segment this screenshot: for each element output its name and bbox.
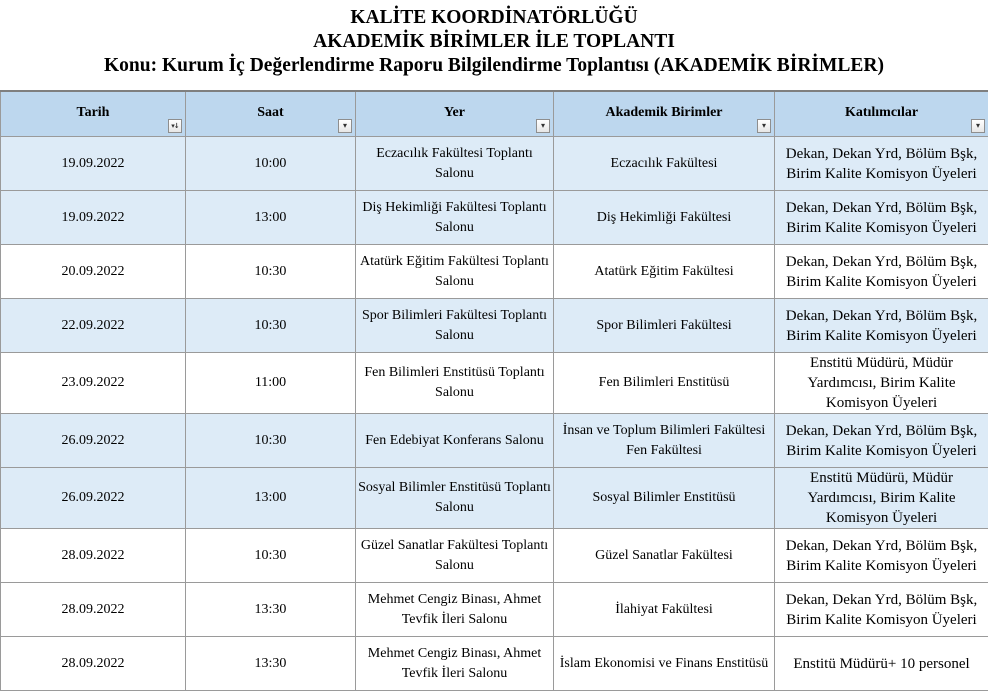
- title-coordinatorship: KALİTE KOORDİNATÖRLÜĞÜ: [0, 6, 988, 30]
- header-row: [1, 91, 988, 137]
- cell-date[interactable]: 28.09.2022: [1, 583, 186, 637]
- meeting-schedule-table: [0, 90, 988, 691]
- column-header-label: Akademik Birimler: [605, 105, 722, 120]
- cell-date[interactable]: 20.09.2022: [1, 245, 186, 299]
- cell-unit[interactable]: Fen Bilimleri Enstitüsü: [554, 353, 775, 414]
- cell-unit[interactable]: Eczacılık Fakültesi: [554, 137, 775, 191]
- cell-time[interactable]: 10:00: [186, 137, 356, 191]
- cell-place[interactable]: Spor Bilimleri Fakültesi Toplantı Salonu: [356, 299, 554, 353]
- cell-time[interactable]: 11:00: [186, 353, 356, 414]
- table-row: [1, 414, 988, 468]
- table-row: [1, 583, 988, 637]
- cell-date[interactable]: 26.09.2022: [1, 414, 186, 468]
- cell-participants[interactable]: Dekan, Dekan Yrd, Bölüm Bşk, Birim Kalite Komisyon Üyeleri: [775, 245, 988, 299]
- cell-unit[interactable]: Sosyal Bilimler Enstitüsü: [554, 468, 775, 529]
- column-header-date: [1, 91, 186, 137]
- cell-place[interactable]: Fen Bilimleri Enstitüsü Toplantı Salonu: [356, 353, 554, 414]
- cell-participants[interactable]: Dekan, Dekan Yrd, Bölüm Bşk, Birim Kalite Komisyon Üyeleri: [775, 529, 988, 583]
- cell-participants[interactable]: Dekan, Dekan Yrd, Bölüm Bşk, Birim Kalite Komisyon Üyeleri: [775, 191, 988, 245]
- cell-time[interactable]: 10:30: [186, 414, 356, 468]
- cell-participants[interactable]: Dekan, Dekan Yrd, Bölüm Bşk, Birim Kalite Komisyon Üyeleri: [775, 299, 988, 353]
- cell-time[interactable]: 13:30: [186, 637, 356, 691]
- cell-participants[interactable]: Enstitü Müdürü, Müdür Yardımcısı, Birim Kalite Komisyon Üyeleri: [775, 353, 988, 414]
- cell-time[interactable]: 10:30: [186, 299, 356, 353]
- cell-place[interactable]: Mehmet Cengiz Binası, Ahmet Tevfik İleri Salonu: [356, 583, 554, 637]
- cell-time[interactable]: 13:00: [186, 191, 356, 245]
- filter-dropdown-icon[interactable]: ▾: [971, 119, 985, 133]
- cell-unit[interactable]: Güzel Sanatlar Fakültesi: [554, 529, 775, 583]
- column-header-label: Katılımcılar: [845, 105, 918, 120]
- cell-participants[interactable]: Dekan, Dekan Yrd, Bölüm Bşk, Birim Kalite Komisyon Üyeleri: [775, 137, 988, 191]
- cell-time[interactable]: 10:30: [186, 245, 356, 299]
- cell-place[interactable]: Diş Hekimliği Fakültesi Toplantı Salonu: [356, 191, 554, 245]
- cell-date[interactable]: 28.09.2022: [1, 637, 186, 691]
- table-row: [1, 245, 988, 299]
- cell-unit[interactable]: Diş Hekimliği Fakültesi: [554, 191, 775, 245]
- cell-date[interactable]: 23.09.2022: [1, 353, 186, 414]
- cell-date[interactable]: 22.09.2022: [1, 299, 186, 353]
- cell-date[interactable]: 19.09.2022: [1, 191, 186, 245]
- cell-place[interactable]: Atatürk Eğitim Fakültesi Toplantı Salonu: [356, 245, 554, 299]
- cell-participants[interactable]: Dekan, Dekan Yrd, Bölüm Bşk, Birim Kalite Komisyon Üyeleri: [775, 414, 988, 468]
- cell-participants[interactable]: Dekan, Dekan Yrd, Bölüm Bşk, Birim Kalite Komisyon Üyeleri: [775, 583, 988, 637]
- table-row: [1, 353, 988, 414]
- cell-time[interactable]: 13:00: [186, 468, 356, 529]
- column-header-label: Saat: [257, 105, 283, 120]
- cell-date[interactable]: 19.09.2022: [1, 137, 186, 191]
- table-row: [1, 529, 988, 583]
- cell-unit[interactable]: İlahiyat Fakültesi: [554, 583, 775, 637]
- filter-dropdown-icon[interactable]: ▾: [757, 119, 771, 133]
- table-row: [1, 468, 988, 529]
- filter-dropdown-icon[interactable]: ▾: [536, 119, 550, 133]
- sort-filter-icon[interactable]: ▾↓: [168, 119, 182, 133]
- cell-place[interactable]: Güzel Sanatlar Fakültesi Toplantı Salonu: [356, 529, 554, 583]
- table-row: [1, 299, 988, 353]
- cell-participants[interactable]: Enstitü Müdürü, Müdür Yardımcısı, Birim Kalite Komisyon Üyeleri: [775, 468, 988, 529]
- column-header-participants: [775, 91, 988, 137]
- document-title-block: [0, 0, 988, 90]
- cell-time[interactable]: 13:30: [186, 583, 356, 637]
- cell-date[interactable]: 26.09.2022: [1, 468, 186, 529]
- title-subject: Konu: Kurum İç Değerlendirme Raporu Bilgilendirme Toplantısı (AKADEMİK BİRİMLER): [0, 54, 988, 78]
- cell-participants[interactable]: Enstitü Müdürü+ 10 personel: [775, 637, 988, 691]
- cell-place[interactable]: Sosyal Bilimler Enstitüsü Toplantı Salonu: [356, 468, 554, 529]
- column-header-unit: [554, 91, 775, 137]
- column-header-label: Yer: [444, 105, 465, 120]
- cell-place[interactable]: Eczacılık Fakültesi Toplantı Salonu: [356, 137, 554, 191]
- column-header-label: Tarih: [77, 105, 110, 120]
- table-row: [1, 191, 988, 245]
- table-row: [1, 137, 988, 191]
- cell-time[interactable]: 10:30: [186, 529, 356, 583]
- cell-place[interactable]: Fen Edebiyat Konferans Salonu: [356, 414, 554, 468]
- cell-unit[interactable]: Atatürk Eğitim Fakültesi: [554, 245, 775, 299]
- cell-unit[interactable]: Spor Bilimleri Fakültesi: [554, 299, 775, 353]
- column-header-place: [356, 91, 554, 137]
- cell-unit[interactable]: İslam Ekonomisi ve Finans Enstitüsü: [554, 637, 775, 691]
- cell-date[interactable]: 28.09.2022: [1, 529, 186, 583]
- title-meeting: AKADEMİK BİRİMLER İLE TOPLANTI: [0, 30, 988, 54]
- filter-dropdown-icon[interactable]: ▾: [338, 119, 352, 133]
- cell-place[interactable]: Mehmet Cengiz Binası, Ahmet Tevfik İleri Salonu: [356, 637, 554, 691]
- table-row: [1, 637, 988, 691]
- cell-unit[interactable]: İnsan ve Toplum Bilimleri Fakültesi Fen Fakültesi: [554, 414, 775, 468]
- column-header-time: [186, 91, 356, 137]
